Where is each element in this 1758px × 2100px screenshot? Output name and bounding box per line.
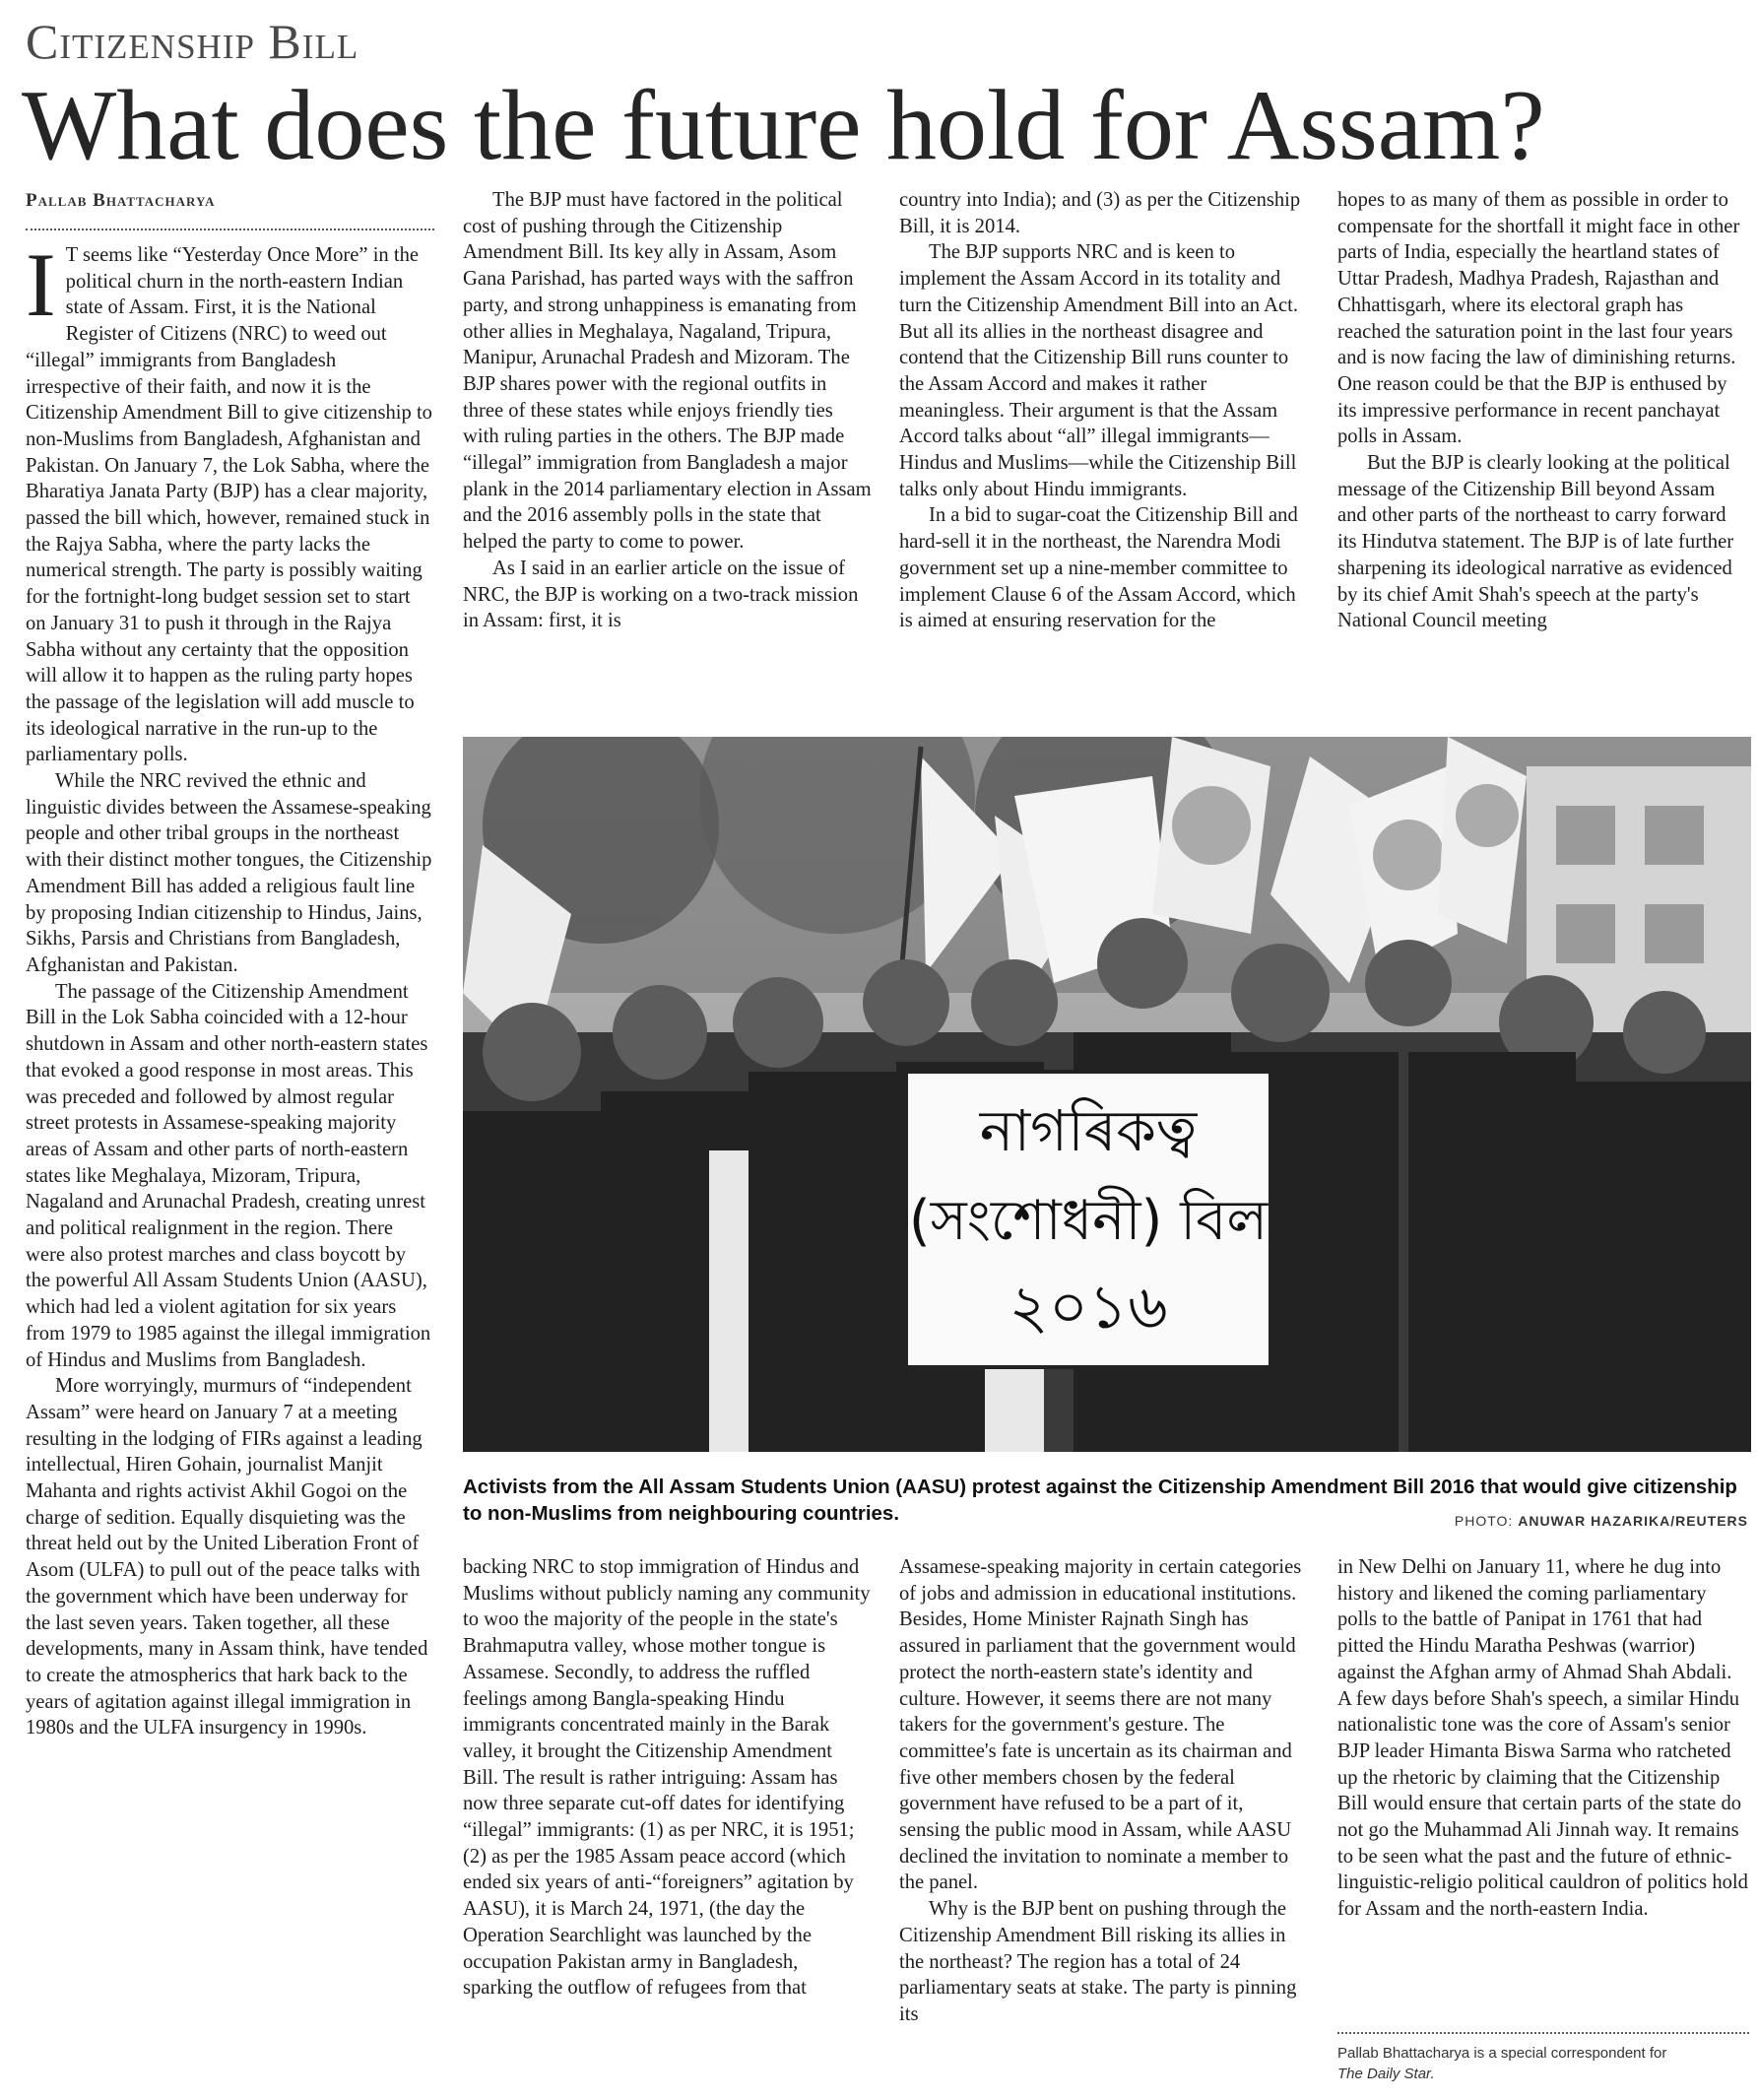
paragraph: backing NRC to stop immigration of Hindus and Muslims without publicly naming any community to woo the majority of the people in the state's Brahmaputra valley, whose mother tongue is Assamese. Secondly, to address the ruffled feelings among Bangla-speaking Hindu immigrants concentrated mainly in the Barak valley, it brought the Citizenship Amendment Bill. The result is rather intriguing: Assam has now three separate cut-off dates for identifying “illegal” immigrants: (1) as per NRC, it is 1951; (2) as per the 1985 Assam peace accord (which ended six years of anti-“foreigners” agitation by AASU), it is March 24, 1971, (the day the Operation Searchlight was launched by the occupation Pakistan army in Bangladesh, sparking the outflow of refugees from that — [463, 1556, 871, 2000]
paragraph: Assamese-speaking majority in certain categories of jobs and admission in educational institutions. Besides, Home Minister Rajnath Singh has assured in parliament that the government would protect the north-eastern state's identity and culture. However, it seems there are not many takers for the government's gesture. The committee's fate is uncertain as its chairman and five other members chosen by the federal government have refused to be a part of it, sensing the public mood in Assam, while AASU declined the invitation to nominate a member to the panel. — [899, 1556, 1302, 1894]
placard-line-3: ২০১৬ — [1009, 1271, 1168, 1343]
drop-cap: I — [26, 242, 56, 335]
paragraph: I T seems like “Yesterday Once More” in the political churn in the north-eastern Indian state of Assam. First, it is the National Register of Citizens (NRC) to weed out “illegal” immigrants from Bangladesh irrespective of their faith, and now it is the Citizenship Amendment Bill to give citizenship to non-Muslims from Bangladesh, Afghanistan and Pakistan. On January 7, the Lok Sabha, where the Bharatiya Janata Party (BJP) has a clear majority, passed the bill which, however, remained stuck in the Rajya Sabha, where the party lacks the numerical strength. The party is possibly waiting for the fortnight-long budget session set to start on January 31 to push it through in the Rajya Sabha without any certainty that the opposition will allow it to happen as the ruling party hopes the passage of the legislation will add muscle to its ideological narrative in the run-up to the parliamentary polls. — [26, 242, 432, 766]
paragraph: Why is the BJP bent on pushing through the Citizenship Amendment Bill risking its allies in the northeast? The region has a total of 24 parliamentary seats at stake. The party is pinning its — [899, 1898, 1297, 2025]
paragraph: The passage of the Citizenship Amendment Bill in the Lok Sabha coincided with a 12-hour shutdown in Assam and other north-eastern states that evoked a good response in most areas. This was preceded and followed by almost regular street protests in Assamese-speaking majority areas of Assam and other parts of north-eastern states like Meghalaya, Mizoram, Tripura, Nagaland and Arunachal Pradesh, creating unrest and political realignment in the region. There were also protest marches and class boycott by the powerful All Assam Students Union (AASU), which had led a violent agitation for six years from 1979 to 1985 against the illegal immigration of Hindus and Muslims from Bangladesh. — [26, 980, 431, 1371]
paragraph: The BJP supports NRC and is keen to implement the Assam Accord in its totality and turn the Citizenship Amendment Bill into an Act. But all its allies in the northeast disagree and contend that the Citizenship Bill runs counter to the Assam Accord and makes it rather meaningless. Their argument is that the Assam Accord talks about “all” illegal immigrants—Hindus and Muslims—while the Citizenship Bill talks only about Hindu immigrants. — [899, 241, 1298, 500]
column-2-top — [463, 187, 872, 719]
headline: What does the future hold for Assam? — [22, 70, 1545, 181]
column-2-bottom — [463, 1554, 872, 2094]
paragraph: While the NRC revived the ethnic and linguistic divides between the Assamese-speaking people and other tribal groups in the northeast with their distinct mother tongues, the Citizenship Amendment Bill has added a religious fault line by proposing Indian citizenship to Hindus, Jains, Sikhs, Parsis and Christians from Bangladesh, Afghanistan and Pakistan. — [26, 770, 432, 976]
author-bio: Pallab Bhattacharya is a special correspondent for The Daily Star. — [1337, 2045, 1667, 2082]
paragraph: country into India); and (3) as per the Citizenship Bill, it is 2014. — [899, 189, 1301, 237]
paragraph: The BJP must have factored in the political cost of pushing through the Citizenship Amendment Bill. Its key ally in Assam, Asom Gana Parishad, has parted ways with the saffron party, and strong unhappiness is emanating from other allies in Meghalaya, Nagaland, Tripura, Manipur, Arunachal Pradesh and Mizoram. The BJP shares power with the regional outfits in three of these states while enjoys friendly ties with ruling parties in the others. The BJP made “illegal” immigration from Bangladesh a major plank in the 2014 parliamentary election in Assam and the 2016 assembly polls in the state that helped the party to come to power. — [463, 189, 872, 554]
paragraph: But the BJP is clearly looking at the political message of the Citizenship Bill beyond Assam and other parts of the northeast to carry forward its Hindutva statement. The BJP is of late further sharpening its ideological narrative as evidenced by its chief Amit Shah's speech at the party's National Council meeting — [1337, 452, 1734, 632]
protest-photo-illustration — [463, 737, 1751, 1452]
byline: Pallab Bhattacharya — [26, 190, 216, 211]
column-3-top — [899, 187, 1308, 719]
placard-line-2: (সংশোধনী) বিল — [908, 1189, 1269, 1253]
paragraph: in New Delhi on January 11, where he dug into history and likened the coming parliamentary polls to the battle of Panipat in 1761 that had pitted the Hindu Maratha Peshwas (warrior) against the Afghan army of Ahmad Shah Abdali. A few days before Shah's speech, a similar Hindu nationalistic tone was the core of Assam's senior BJP leader Himanta Biswa Sarma who ratcheted up the rhetoric by claiming that the Citizenship Bill would ensure that certain parts of the state do not go the Muhammad Ali Jinnah way. It remains to be seen what the past and the future of ethnic-linguistic-religio political cauldron of politics hold for Assam and the north-eastern India. — [1337, 1556, 1748, 1921]
bio-divider — [1337, 2032, 1749, 2034]
placard-line-1: নাগৰিকত্ব — [979, 1097, 1198, 1164]
news-photo — [463, 737, 1751, 1452]
column-1 — [26, 242, 434, 2094]
paragraph: As I said in an earlier article on the issue of NRC, the BJP is working on a two-track mission in Assam: first, it is — [463, 557, 859, 632]
section-kicker: Citizenship Bill — [26, 14, 359, 69]
column-3-bottom — [899, 1554, 1308, 2094]
paragraph: In a bid to sugar-coat the Citizenship Bill and hard-sell it in the northeast, the Narendra Modi government set up a nine-member committee to implement Clause 6 of the Assam Accord, which is aimed at ensuring reservation for the — [899, 504, 1298, 632]
paragraph: hopes to as many of them as possible in order to compensate for the shortfall it might face in other parts of India, especially the heartland states of Uttar Pradesh, Madhya Pradesh, Rajasthan and Chhattisgarh, where its electoral graph has reached the saturation point in the last four years and is now facing the law of diminishing returns. One reason could be that the BJP is enthused by its impressive performance in recent panchayat polls in Assam. — [1337, 189, 1740, 448]
byline-divider — [26, 229, 434, 230]
paragraph: More worryingly, murmurs of “independent Assam” were heard on January 7 at a meeting resulting in the lodging of FIRs against a leading intellectual, Hiren Gohain, journalist Manjit Mahanta and rights activist Akhil Gogoi on the charge of sedition. Equally disquieting was the threat held out by the United Liberation Front of Asom (ULFA) to pull out of the peace talks with the government which have been underway for the last seven years. Taken together, all these developments, many in Assam think, have tended to create the atmospherics that hark back to the years of agitation against illegal immigration in 1980s and the ULFA insurgency in 1990s. — [26, 1375, 428, 1739]
column-4-bottom — [1337, 1554, 1749, 2027]
photo-credit: PHOTO: ANUWAR HAZARIKA/REUTERS — [1454, 1513, 1748, 1529]
column-4-top — [1337, 187, 1749, 719]
photo-caption: Activists from the All Assam Students Union (AASU) protest against the Citizenship Amendment Bill 2016 that would give citizenship to non-Muslims from neighbouring countries. — [463, 1476, 1737, 1525]
